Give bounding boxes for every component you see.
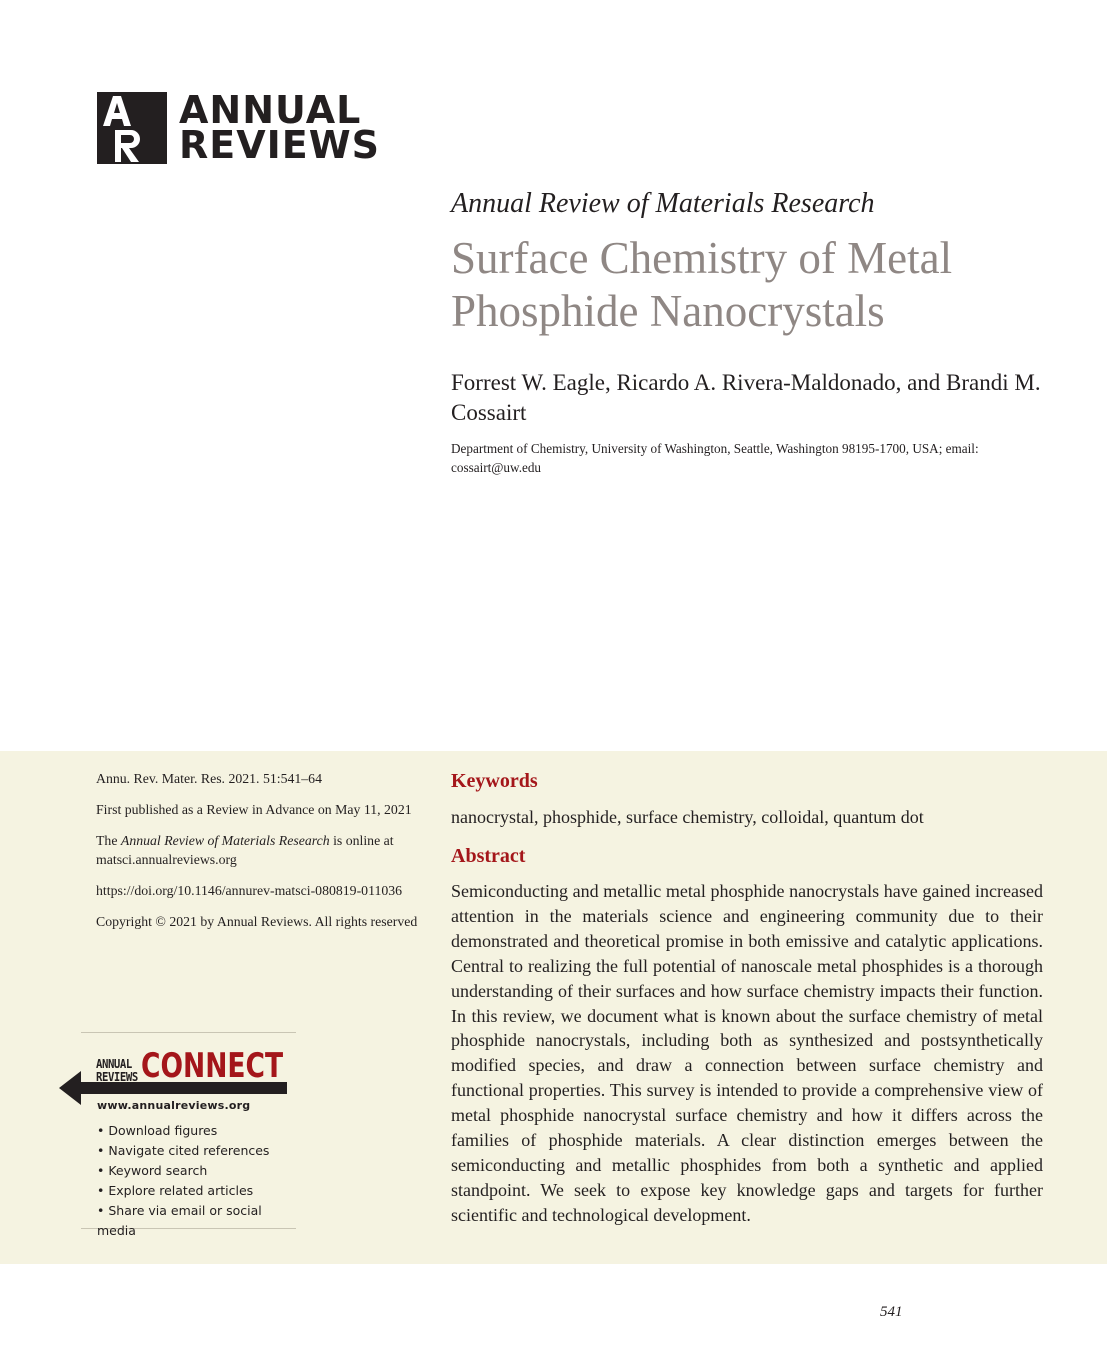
online-suffix[interactable]: is online at matsci.annualreviews.org <box>96 833 394 867</box>
connect-small-reviews: REVIEWS <box>96 1069 138 1084</box>
abstract-text: Semiconducting and metallic metal phosphide nanocrystals have gained increased attention in the materials science and engineering community due to their demonstrated and theoretical promise in both emissive and catalytic applications. Central to realizing the full potential of nanoscale metal phosphides is a thorough understanding of their surfaces and how surface chemistry impacts their function. In this review, we document what is known about the surface chemistry of metal phosphide nanocrystals, including both as synthesized and postsynthetically modified species, and draw a connection between surface chemistry and functional properties. This survey is intended to provide a comprehensive view of metal phosphide nanocrystal surface chemistry and how it differs across the families of phosphide materials. A clear distinction emerges between the semiconducting and metallic phosphides from both a synthetic and applied standpoint. We seek to expose key knowledge gaps and targets for further scientific and technological development. <box>451 881 1043 1225</box>
article-metadata <box>96 769 426 943</box>
citation: Annu. Rev. Mater. Res. 2021. 51:541–64 <box>96 771 322 786</box>
connect-url[interactable]: www.annualreviews.org <box>97 1099 251 1112</box>
article-title: Surface Chemistry of Metal Phosphide Nanocrystals <box>451 233 953 336</box>
keywords-text: nanocrystal, phosphide, surface chemistry, colloidal, quantum dot <box>451 807 924 827</box>
list-item: • Download figures <box>97 1121 296 1141</box>
page-number: 541 <box>880 1304 903 1320</box>
keywords-heading: Keywords <box>451 770 538 792</box>
journal-name: Annual Review of Materials Research <box>451 188 875 219</box>
annual-reviews-connect-box <box>81 1032 296 1238</box>
logo-line-annual: ANNUAL <box>179 88 362 132</box>
ar-logo-mark-icon <box>97 92 167 164</box>
list-item: • Navigate cited references <box>97 1141 296 1161</box>
list-item: • Keyword search <box>97 1161 296 1181</box>
connect-feature-list <box>97 1121 296 1241</box>
online-prefix: The <box>96 833 118 848</box>
logo-wordmark <box>179 88 381 167</box>
author-list: Forrest W. Eagle, Ricardo A. Rivera-Maldonado, and Brandi M. Cossairt <box>451 370 1041 425</box>
online-journal: Annual Review of Materials Research <box>120 833 330 848</box>
copyright: Copyright © 2021 by Annual Reviews. All rights reserved <box>96 914 418 929</box>
annual-reviews-logo <box>97 88 381 167</box>
list-item: • Explore related articles <box>97 1181 296 1201</box>
doi-link[interactable]: https://doi.org/10.1146/annurev-matsci-080819-011036 <box>96 883 403 898</box>
author-affiliation: Department of Chemistry, University of Washington, Seattle, Washington 98195-1700, USA; email: cossairt@uw.edu <box>451 441 979 475</box>
connect-word: CONNECT <box>141 1046 284 1086</box>
connect-small-annual: ANNUAL <box>96 1056 132 1071</box>
logo-line-reviews: REVIEWS <box>179 123 381 167</box>
online-availability <box>96 831 426 869</box>
abstract-heading: Abstract <box>451 845 526 867</box>
list-item: • Share via email or social media <box>97 1201 296 1241</box>
first-published: First published as a Review in Advance on May 11, 2021 <box>96 802 412 817</box>
